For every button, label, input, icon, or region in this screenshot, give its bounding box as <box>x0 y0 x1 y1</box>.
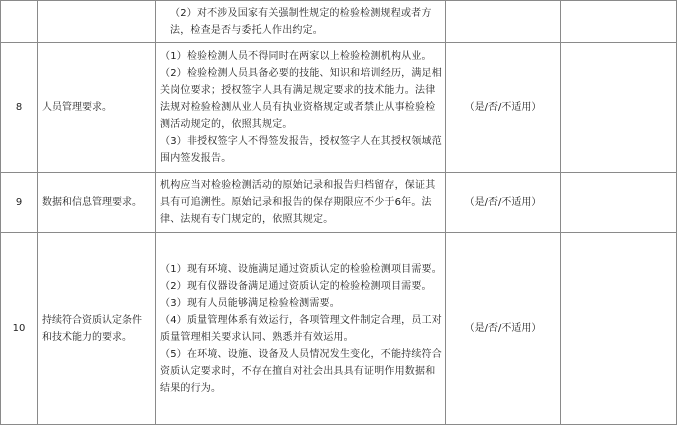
requirement-text: （1）现有环境、设施满足通过资质认定的检验检测项目需要。 <box>160 263 442 275</box>
remarks-cell <box>561 233 677 425</box>
table-row <box>1 173 677 233</box>
requirement-text: （3）现有人员能够满足检验检测需要。 <box>160 297 340 309</box>
remarks-cell <box>561 1 677 43</box>
remarks-cell <box>561 173 677 233</box>
table-row <box>1 1 677 43</box>
requirement-cell <box>156 173 446 233</box>
remarks-cell <box>561 43 677 173</box>
requirement-text: （2）检验检测人员具备必要的技能、知识和培训经历，满足相关岗位要求；授权签字人具有满足规定要求的技术能力。法律法规对检验检测从业人员有执业资格规定或者禁止从事检验检测活动规定的，依照其规定。 <box>160 68 442 130</box>
result-cell <box>446 1 561 43</box>
requirement-text: （2）对不涉及国家有关强制性规定的检验检测规程或者方法，检查是否与委托人作出约定。 <box>170 7 432 36</box>
table-row <box>1 43 677 173</box>
table-row <box>1 233 677 425</box>
requirement-text: 机构应当对检验检测活动的原始记录和报告归档留存，保证其具有可追溯性。原始记录和报告的保存期限应不少于6年。法律、法规有专门规定的，依照其规定。 <box>160 180 436 225</box>
requirement-text: （5）在环境、设施、设备及人员情况发生变化，不能持续符合资质认定要求时，不存在擅自对社会出具具有证明作用数据和结果的行为。 <box>160 348 442 394</box>
result-cell: （是/否/不适用） <box>446 173 561 233</box>
result-cell: （是/否/不适用） <box>446 43 561 173</box>
check-item <box>38 1 156 43</box>
check-item: 持续符合资质认定条件和技术能力的要求。 <box>38 233 156 425</box>
requirement-cell <box>156 1 446 43</box>
requirement-text: （2）现有仪器设备满足通过资质认定的检验检测项目需要。 <box>160 280 432 292</box>
requirement-text: （4）质量管理体系有效运行，各项管理文件制定合理，员工对质量管理相关要求认同、熟悉并有效运用。 <box>160 314 442 343</box>
result-cell: （是/否/不适用） <box>446 233 561 425</box>
row-number: 8 <box>1 43 38 173</box>
check-item: 数据和信息管理要求。 <box>38 173 156 233</box>
requirement-cell <box>156 43 446 173</box>
requirement-text: （3）非授权签字人不得签发报告，授权签字人在其授权领域范围内签发报告。 <box>160 136 442 164</box>
row-number: 9 <box>1 173 38 233</box>
row-number <box>1 1 38 43</box>
row-number: 10 <box>1 233 38 425</box>
check-item: 人员管理要求。 <box>38 43 156 173</box>
requirement-text: （1）检验检测人员不得同时在两家以上检验检测机构从业。 <box>160 51 432 62</box>
requirement-cell <box>156 233 446 425</box>
